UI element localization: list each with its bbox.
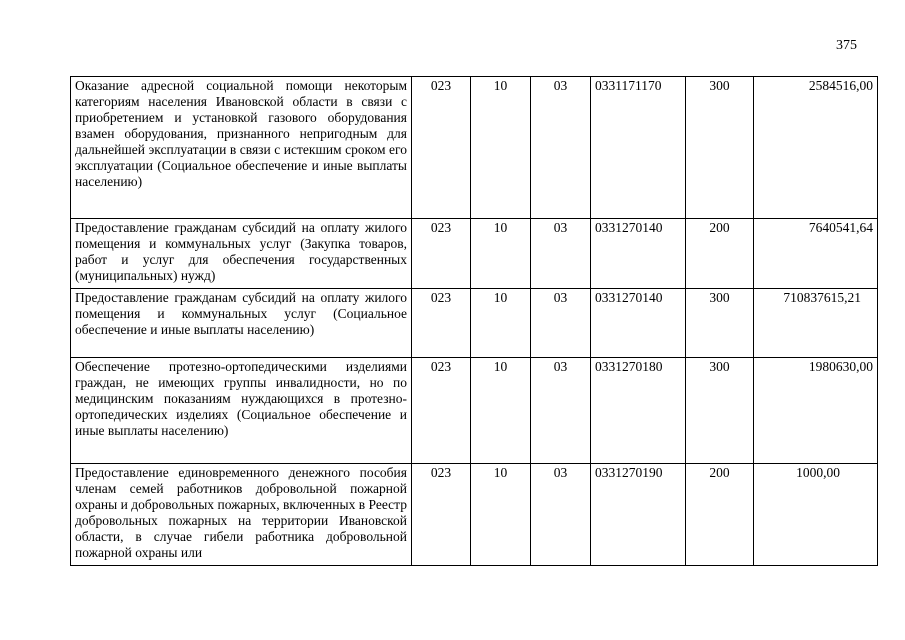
- section-code: 10: [471, 358, 531, 464]
- ministry-code: 023: [412, 289, 471, 358]
- ministry-code: 023: [412, 358, 471, 464]
- subsection-code: 03: [531, 289, 591, 358]
- expense-type-code: 200: [686, 464, 754, 566]
- amount-value: 1000,00: [754, 464, 878, 566]
- table-row: [71, 358, 878, 464]
- amount-value: 2584516,00: [754, 77, 878, 219]
- ministry-code: 023: [412, 219, 471, 289]
- target-article-code: 0331171170: [591, 77, 686, 219]
- ministry-code: 023: [412, 464, 471, 566]
- section-code: 10: [471, 289, 531, 358]
- subsection-code: 03: [531, 219, 591, 289]
- page-number: 375: [836, 38, 857, 53]
- row-description: Предоставление гражданам субсидий на оплату жилого помещения и коммунальных услуг (Закупка товаров, работ и услуг для обеспечения государственных (муниципальных) нужд): [71, 219, 412, 289]
- target-article-code: 0331270190: [591, 464, 686, 566]
- amount-value: 710837615,21: [754, 289, 878, 358]
- table-row: [71, 77, 878, 219]
- expense-type-code: 300: [686, 358, 754, 464]
- row-description: Предоставление единовременного денежного пособия членам семей работников добровольной пожарной охраны и добровольных пожарных, включенных в Реестр добровольных пожарных на территории Ивановской области, в случае гибели работника добровольной пожарной охраны или: [71, 464, 412, 566]
- table-row: [71, 464, 878, 566]
- ministry-code: 023: [412, 77, 471, 219]
- amount-value: 1980630,00: [754, 358, 878, 464]
- section-code: 10: [471, 464, 531, 566]
- subsection-code: 03: [531, 464, 591, 566]
- table-row: [71, 289, 878, 358]
- subsection-code: 03: [531, 358, 591, 464]
- row-description: Предоставление гражданам субсидий на оплату жилого помещения и коммунальных услуг (Социальное обеспечение и иные выплаты населению): [71, 289, 412, 358]
- section-code: 10: [471, 219, 531, 289]
- budget-table: [70, 76, 878, 566]
- row-description: Оказание адресной социальной помощи некоторым категориям населения Ивановской области в связи с приобретением и установкой газового оборудования взамен оборудования, признанного непригодным для дальнейшей эксплуатации в связи с истекшим сроком его эксплуатации (Социальное обеспечение и иные выплаты населению): [71, 77, 412, 219]
- subsection-code: 03: [531, 77, 591, 219]
- target-article-code: 0331270180: [591, 358, 686, 464]
- table-row: [71, 219, 878, 289]
- amount-value: 7640541,64: [754, 219, 878, 289]
- row-description: Обеспечение протезно-ортопедическими изделиями граждан, не имеющих группы инвалидности, но по медицинским показаниям нуждающихся в протезно-ортопедических изделиях (Социальное обеспечение и иные выплаты населению): [71, 358, 412, 464]
- target-article-code: 0331270140: [591, 289, 686, 358]
- expense-type-code: 300: [686, 289, 754, 358]
- target-article-code: 0331270140: [591, 219, 686, 289]
- section-code: 10: [471, 77, 531, 219]
- expense-type-code: 300: [686, 77, 754, 219]
- expense-type-code: 200: [686, 219, 754, 289]
